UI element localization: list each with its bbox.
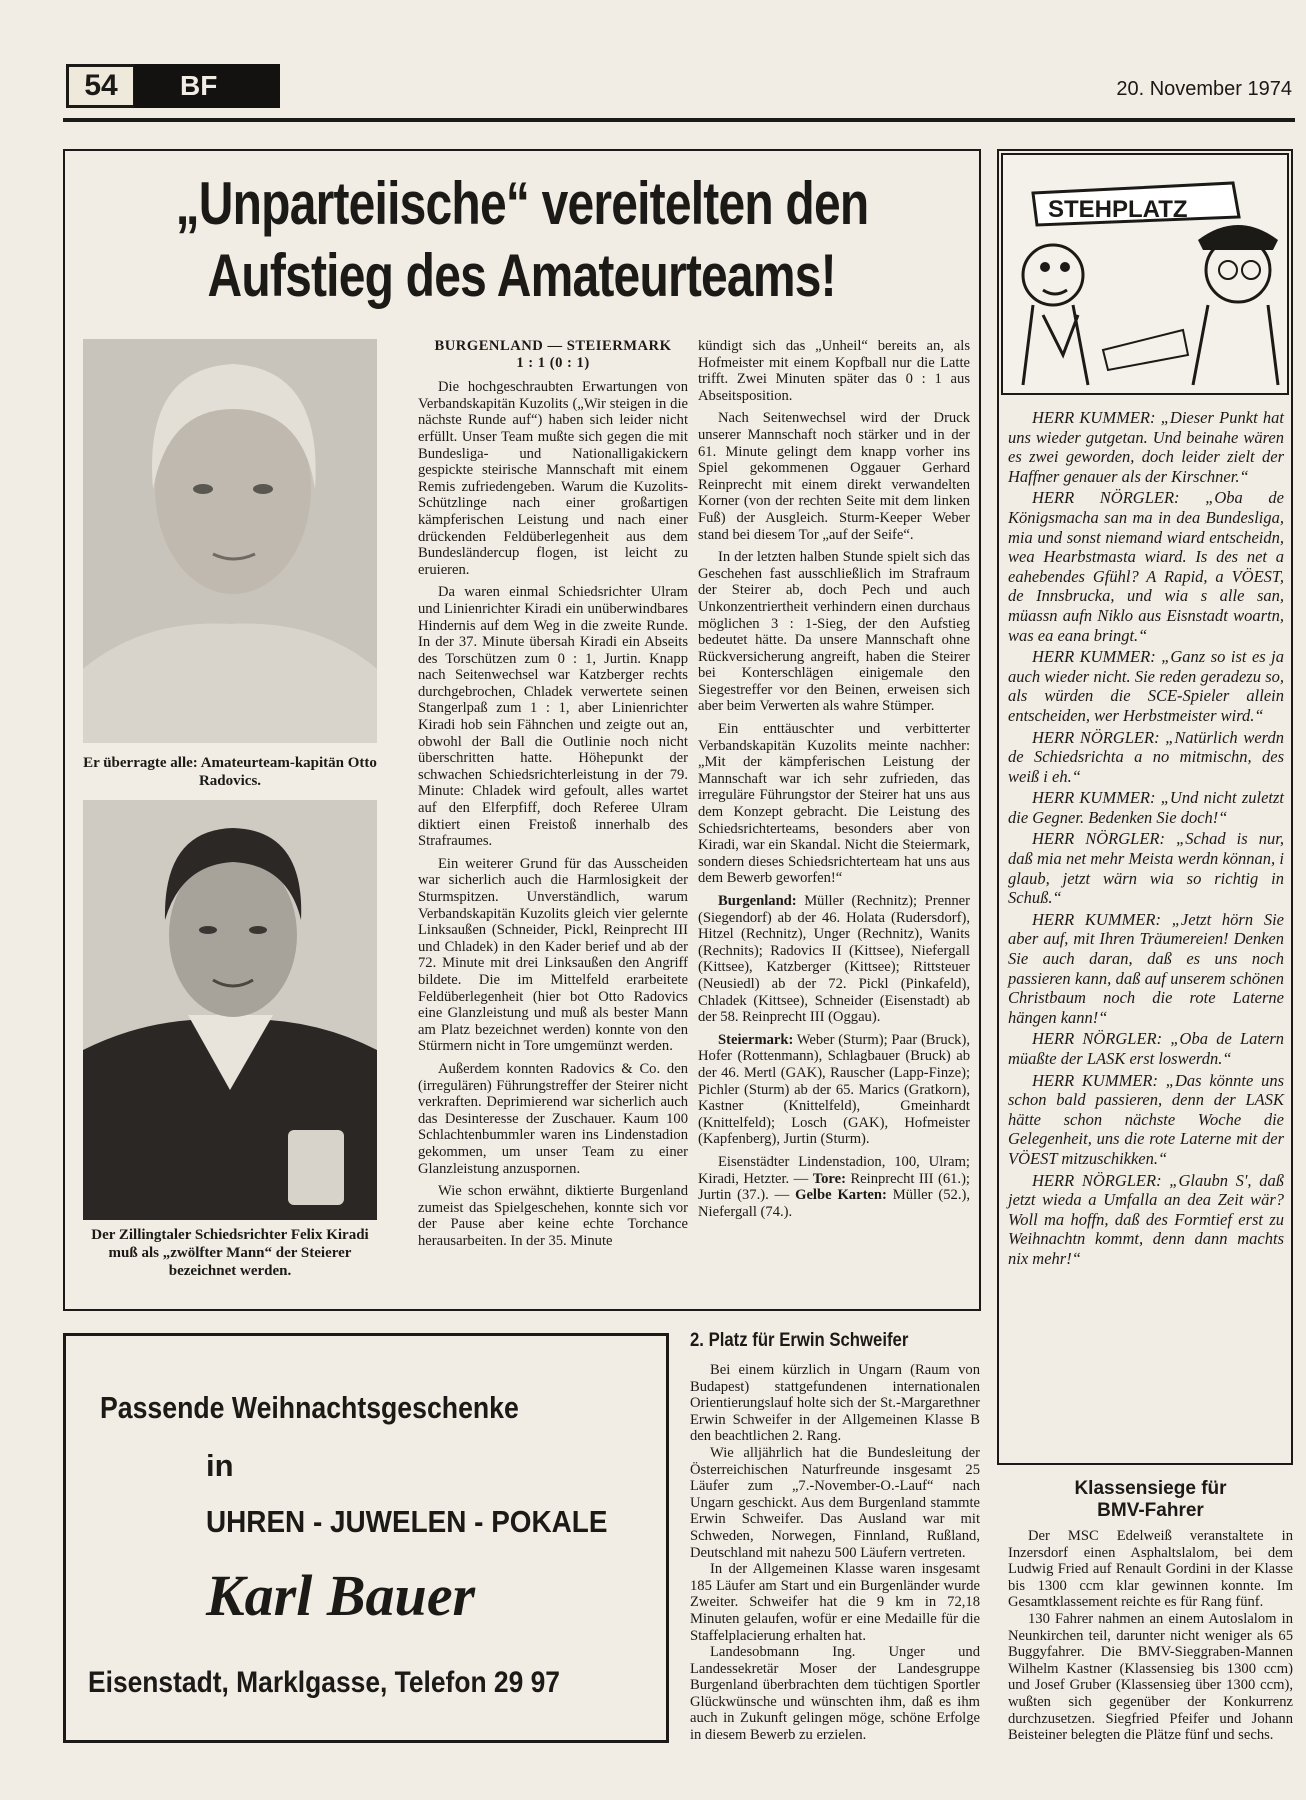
cartoon-title-lettering: STEHPLATZ — [1048, 196, 1188, 223]
paragraph: Da waren einmal Schiedsrichter Ulram und Linienrichter Kiradi ein unüberwindbares Hindernis auf dem Weg in die zweite Runde. In der 37. Minute übersah Kiradi ein Abseits des Torschützen zum 0 : 1, Jurtin. Knapp nach Seitenwechsel war Katzberger rechts durchgebrochen, Chladek verwertete seinen Stangerlpaß zum 1 : 1, aber Linienrichter Kiradi hob sein Fähnchen und zeigte out an, obwohl der Ball die Outlinie noch nicht überschritten hatte. Höhepunkt der schwachen Schiedsrichterleistung in der 79. Minute: Chladek wird gefoult, alles wartet auf den Elferpfiff, doch Referee Ulram diktiert einen Freistoß innerhalb des Strafraumes. — [418, 584, 688, 850]
paragraph: Wie schon erwähnt, diktierte Burgenland zumeist das Spielgeschehen, konnte sich vor der Pause aber keine echte Torchance herausarbeiten. In der 35. Minute — [418, 1183, 688, 1249]
speech: „Natürlich werdn de Schiedsrichta a no mitmischn, des weiß i eh.“ — [1008, 727, 1284, 786]
speech: „Dieser Punkt hat uns wieder gutgetan. Und beinahe wären es zwei geworden, doch leider zielt der Haffner genauer als der Kirschner.“ — [1008, 408, 1285, 486]
bmv-headline-line-2: BMV-Fahrer — [1097, 1500, 1204, 1521]
speaker: HERR KUMMER: — [1032, 788, 1156, 808]
ad-line-2: in — [206, 1448, 234, 1483]
advertisement-karl-bauer — [63, 1333, 669, 1743]
speaker: HERR NÖRGLER: — [1032, 727, 1160, 747]
dialogue-line — [1008, 647, 1284, 725]
lineup-label: Burgenland: — [718, 893, 797, 909]
ad-line-1: Passende Weihnachtsgeschenke — [100, 1390, 519, 1425]
dialogue-line — [1008, 1171, 1284, 1269]
headline-line-1: „Unparteiische“ vereitelten den — [175, 170, 869, 237]
speaker: HERR KUMMER: — [1032, 647, 1156, 667]
lineup-burgenland — [698, 893, 970, 1026]
paragraph: Ein weiterer Grund für das Ausscheiden war sicherlich auch die Harmlosigkeit der Sturmspitzen. Unverständlich, warum Verbandskapitän Kuzolits gleich vier gelernte Linksaußen (Schneider, Pickl, Reinprecht III und Chladek) in den Kader berief und ab der 72. Minute mit drei Linksaußen den Angriff bildete. Die im Mittelfeld erarbeitete Feldüberlegenheit (hier bot Otto Radovics eine Glanzleistung und muß als bester Mann am Platz bezeichnet werden) konnte von den Stürmern nicht in Tore umgemünzt werden. — [418, 855, 688, 1055]
dialogue-line — [1008, 788, 1284, 827]
speaker: HERR NÖRGLER: — [1032, 1029, 1163, 1049]
article-column-2 — [698, 338, 970, 1226]
speech: „Oba de Königsmacha san ma in dea Bundesliga, mia und sonst niemand wiard entscheidn, wea Hearbstmasta wiard. Is des net a eahebendes Gfühl? A Rapid, a VÖEST, de Innsbrucka, und wia s alle san, müassn aufn Niklo aus Eisnstadt woartn, was ea eana bringt.“ — [1008, 488, 1284, 645]
paragraph: Wie alljährlich hat die Bundesleitung der Österreichischen Naturfreunde insgesamt 25 Läufer zum „7.-November-O.-Lauf“ nach Ungarn geschickt. Aus dem Burgenland stammte Erwin Schweifer. Das Ausland war mit Schweden, Norwegen, Finnland, Rußland, Deutschland mit nahezu 500 Läufern vertreten. — [690, 1444, 980, 1561]
dialogue-line — [1008, 910, 1284, 1028]
paragraph: Bei einem kürzlich in Ungarn (Raum von Budapest) stattgefundenen internationalen Orientierungslauf holte sich der St.-Margarethner Erwin Schweifer in der Allgemeinen Klasse B den beachtlichen 2. Rang. — [690, 1362, 980, 1445]
speaker: HERR KUMMER: — [1032, 909, 1161, 929]
paragraph: In der Allgemeinen Klasse waren insgesamt 185 Läufer am Start und ein Burgenländer wurde Zweiter. Schweifer hat die 9 km in 72,18 Minuten gelaufen, wofür er eine Medaille für die Staffelplacierung erhalten hat. — [690, 1561, 980, 1644]
paragraph: 130 Fahrer nahmen an einem Autoslalom in Neunkirchen teil, darunter nicht weniger als 65 Buggyfahrer. Die BMV-Sieggraben-Mannen Wilhelm Kastner (Klassensieg bis 1300 ccm) und Josef Gruber (Klassensieg über 1300 ccm), wußten sich gegenüber der Konkurrenz durchzusetzen. Siegfried Pfeifer und Johann Beisteiner belegten die Plätze fünf und sechs. — [1008, 1610, 1293, 1744]
portrait-image — [83, 800, 377, 1220]
paragraph: Der MSC Edelweiß veranstaltete in Inzersdorf einen Asphaltslalom, bei dem Ludwig Fried auf Renault Gordini in der Klasse bis 1300 ccm klar gewinnen konnte. Im Gesamtklassement reichte es für Rang fünf. — [1008, 1528, 1293, 1611]
paragraph: Nach Seitenwechsel wird der Druck unserer Mannschaft noch stärker und in der 61. Minute gelingt dem knapp vorher ins Spiel gekommenen Oggauer Gerhard Reinprecht mit einem direkt verwandelten Korner (von der rechten Seite mit dem linken Fuß) der Ausgleich. Sturm-Keeper Weber stand bei diesem Tor „auf der Seife“. — [698, 410, 970, 543]
section-label: BF — [134, 64, 280, 108]
speech: „Oba de Latern müaßte der LASK erst loswerdn.“ — [1008, 1029, 1285, 1068]
stehplatz-cartoon — [1001, 153, 1289, 395]
headline-line-2: Aufstieg des Amateurteams! — [207, 242, 837, 309]
speech: „Jetzt hörn Sie aber auf, mit Ihren Träumereien! Denken Sie auch daran, daß es uns noch passieren kann, daß auf unserem schönen Christbaum noch die rote Laterne hängen kann!“ — [1008, 909, 1285, 1027]
paragraph: Landesobmann Ing. Unger und Landessekretär Moser der Landesgruppe Burgenland überbrachten dem tüchtigen Sportler Glückwünsche und wünschten ihm, daß es ihm auch in Zukunft gelingen möge, schöne Erfolge in diesem Bewerb zu erzielen. — [690, 1644, 980, 1744]
cards-text: Müller (52.), Niefergall (74.). — [698, 1187, 970, 1220]
bmv-headline-line-1: Klassensiege für — [1074, 1478, 1227, 1499]
ad-company-name: Karl Bauer — [206, 1563, 476, 1628]
match-score: 1 : 1 (0 : 1) — [516, 354, 590, 371]
lineup-steiermark — [698, 1032, 970, 1148]
speaker: HERR NÖRGLER: — [1032, 1170, 1162, 1190]
paragraph: kündigt sich das „Unheil“ bereits an, als Hofmeister mit einem Kopfball nur die Latte trifft. Zwei Minuten später das 0 : 1 aus Abseitsposition. — [698, 338, 970, 404]
goals-text: Reinprecht III (61.); Jurtin (37.). — — [698, 1170, 970, 1204]
main-headline — [63, 168, 981, 318]
dialogue-line — [1008, 408, 1284, 486]
schweifer-headline: 2. Platz für Erwin Schweifer — [690, 1330, 909, 1351]
lineup-label: Steiermark: — [718, 1031, 794, 1048]
speech: „Schad is nur, daß mia net mehr Meista werdn könnan, i glaub, jetzt wärn wia so richtig in Schuß.“ — [1008, 829, 1284, 908]
cartoon-illustration — [1003, 155, 1287, 393]
speaker: HERR NÖRGLER: — [1032, 488, 1180, 508]
match-heading — [418, 338, 688, 371]
photo1-caption: Er überragte alle: Amateurteam-kapitän Otto Radovics. — [83, 755, 377, 789]
photo-otto-radovics — [83, 339, 377, 743]
lineup-text: Weber (Sturm); Paar (Bruck), Hofer (Rottenmann), Schlagbauer (Bruck) ab der 46. Mertl (GAK), Rauscher (Lapp-Finze); Pichler (Sturm) ab der 65. Marics (Gratkorn), Kastner (Knittelfeld), Gmeinhardt (Knittelfeld); Losch (GAK), Hofmeister (Kapfenberg), Jurtin (Sturm). — [698, 1031, 970, 1148]
speech: „Das könnte uns schon bald passieren, denn der LASK hätte schon nächste Woche die Gelegenheit, uns die rote Laterne mit der VÖEST mitzuschikken.“ — [1008, 1070, 1285, 1168]
match-info — [698, 1154, 970, 1220]
header-rule — [63, 118, 1295, 122]
article-column-1 — [418, 338, 688, 1255]
dialogue-line — [1008, 488, 1284, 645]
paragraph: Die hochgeschraubten Erwartungen von Verbandskapitän Kuzolits („Wir steigen in die nächste Runde auf“) haben sich leider nicht erfüllt. Unser Team mußte sich gegen die mit Bundesliga- und Nationalligakickern gespickte steirische Mannschaft mit einem Remis zufriedengeben. Warum die Kuzolits-Schützlinge nach einer großartigen kämpferischen Leistung und nach einer drückenden Feldüberlegenheit aus dem Bundesländercup flogen, ist leicht zu eruieren. — [418, 379, 688, 578]
portrait-image — [83, 339, 377, 743]
speaker: HERR KUMMER: — [1032, 1070, 1158, 1090]
page-number: 54 — [66, 64, 136, 108]
cards-label: Gelbe Karten: — [795, 1187, 887, 1204]
bmv-body — [1008, 1528, 1293, 1744]
schweifer-body — [690, 1362, 980, 1744]
stehplatz-dialogue — [1008, 408, 1284, 1271]
dialogue-line — [1008, 1071, 1284, 1169]
paragraph: Ein enttäuschter und verbitterter Verbandskapitän Kuzolits meinte nachher: „Mit der kämpferischen Leistung der Mannschaft war ich sehr zufrieden, das irreguläre Führungstor der Steirer hat uns aus dem Konzept gebracht. Die Leistung des Schiedsrichterteams, besonders aber von Kiradi, war ein Skandal. Nicht die Steiermark, sondern dieses Schiedsrichterteam hat uns aus dem Bewerb geworfen!“ — [698, 721, 970, 887]
photo2-caption: Der Zillingtaler Schiedsrichter Felix Kiradi muß als „zwölfter Mann“ der Steierer bezeichnet werden. — [91, 1227, 369, 1279]
dialogue-line — [1008, 1029, 1284, 1068]
speaker: HERR KUMMER: — [1032, 408, 1156, 427]
speech: „Und nicht zuletzt die Gegner. Bedenken Sie doch!“ — [1008, 788, 1285, 827]
speech: „Glaubn S', daß jetzt wieda a Umfalla an dea Zeit wär? Woll ma hoffn, daß des Formtief erst zu Weihnachtn kommt, denn dann machts nix mehr!“ — [1008, 1170, 1284, 1268]
ad-address: Eisenstadt, Marklgasse, Telefon 29 97 — [88, 1666, 560, 1699]
goals-label: Tore: — [812, 1170, 846, 1187]
paragraph: Außerdem konnten Radovics & Co. den (irregulären) Führungstreffer der Steirer nicht verkraften. Deprimierend war sicherlich auch das Desinteresse der Zuschauer. Kaum 100 Schlachtenbummler waren ins Lindenstadion gekommen, um unser Team zu einer Glanzleistung anzuspornen. — [418, 1060, 688, 1177]
speech: „Ganz so ist es ja auch wieder nicht. Sie reden geradezu so, als würden die SCE-Spieler allein entscheiden, wer Herbstmeister wird.“ — [1008, 647, 1285, 725]
paragraph: In der letzten halben Stunde spielt sich das Geschehen fast ausschließlich im Strafraum der Steirer ab, doch Pech und auch Unkonzentriertheit verhindern einen durchaus möglichen 3 : 1-Sieg, der den Aufstieg bedeutet hätte. Da unsere Mannschaft ohne Rückversicherung angreift, haben die Steirer bei Konterschlägen einigemale den Siegestreffer vor den Beinen, erweisen sich aber beim Verwerten als wahre Stümper. — [698, 549, 970, 715]
speaker: HERR NÖRGLER: — [1032, 829, 1165, 849]
ad-line-3: UHREN - JUWELEN - POKALE — [206, 1504, 608, 1539]
issue-date: 20. November 1974 — [1116, 78, 1292, 100]
match-teams: BURGENLAND — STEIERMARK — [434, 338, 672, 354]
dialogue-line — [1008, 829, 1284, 907]
photo-felix-kiradi — [83, 800, 377, 1220]
lineup-text: Müller (Rechnitz); Prenner (Siegendorf) ab der 46. Holata (Rudersdorf), Hitzel (Rechnitz), Unger (Rechnitz), Wanits (Rechnits); Radovics II (Kittsee), Niefergall (Kittsee), Katzberger (Kittsee); Rittsteuer (Neusiedl) ab der 72. Pickl (Pinkafeld), Chladek (Kittsee), Schneider (Eisenstadt) ab der 58. Reinprecht III (Oggau). — [698, 893, 970, 1026]
dialogue-line — [1008, 728, 1284, 787]
bmv-headline — [1008, 1478, 1293, 1522]
venue-info: Eisenstädter Lindenstadion, 100, Ulram; Kiradi, Hetzter. — — [698, 1153, 970, 1187]
